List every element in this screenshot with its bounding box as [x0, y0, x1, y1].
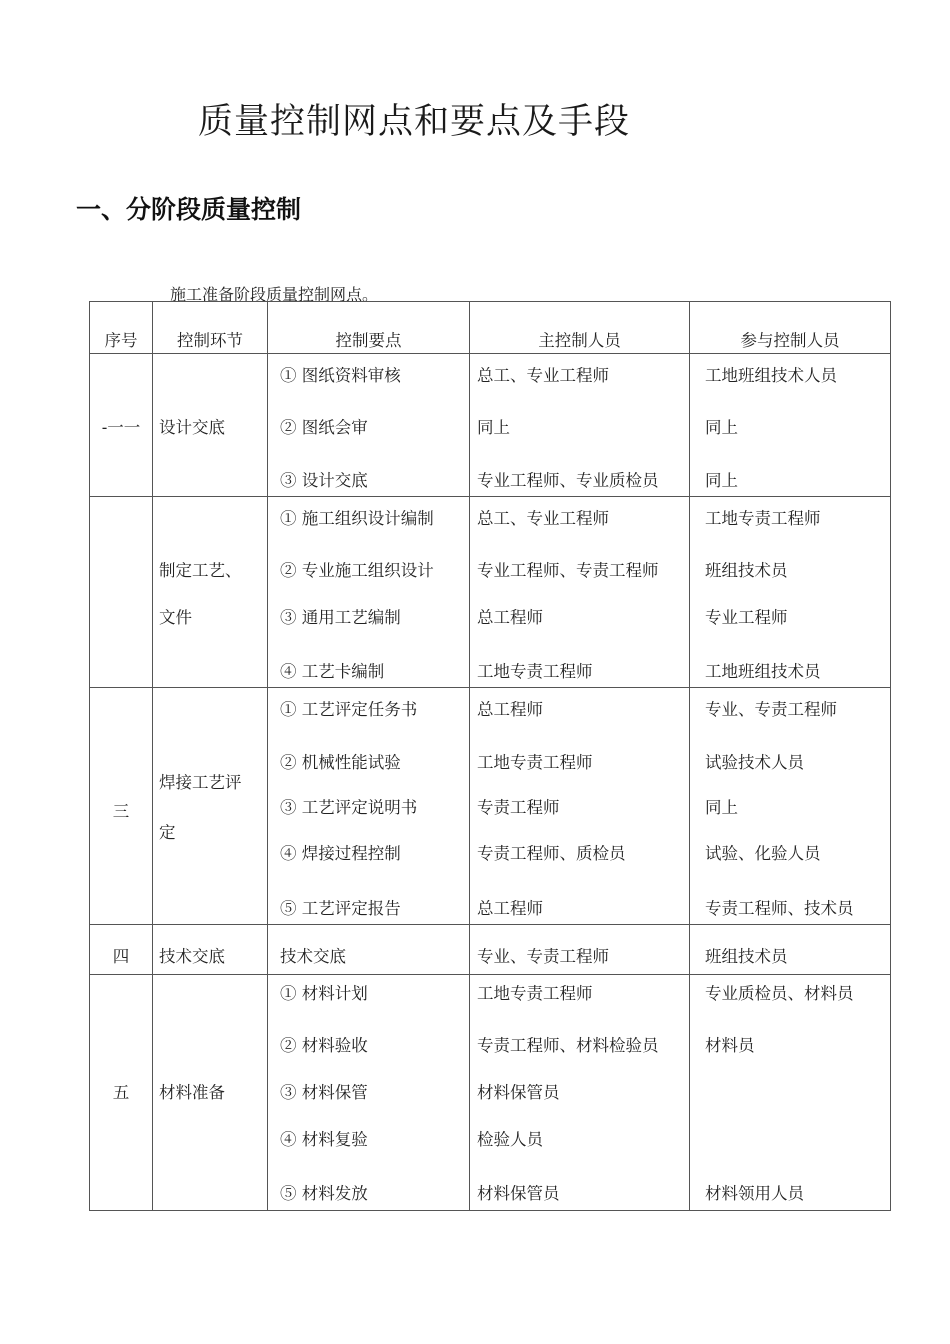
- table-row: [90, 975, 891, 1211]
- participant: 专业质检员、材料员: [705, 984, 854, 1003]
- table-header-row: [90, 302, 891, 354]
- participant: 专业、专责工程师: [705, 700, 837, 719]
- control-section-cell: [153, 925, 268, 975]
- quality-control-table: [89, 301, 891, 1211]
- main-personnel: 总工程师: [477, 700, 543, 719]
- participant: 工地班组技术员: [705, 662, 821, 681]
- control-point: ② 图纸会审: [280, 418, 368, 437]
- main-personnel: 工地专责工程师: [477, 662, 593, 681]
- control-point: ④ 材料复验: [280, 1130, 368, 1149]
- main-personnel: 专业工程师、专责工程师: [477, 561, 659, 580]
- participant: 同上: [705, 471, 738, 490]
- main-personnel-cell: [470, 975, 690, 1211]
- row-index-cell: [90, 354, 153, 497]
- participant: 工地专责工程师: [705, 509, 821, 528]
- control-point: ③ 设计交底: [280, 471, 368, 490]
- main-personnel: 总工、专业工程师: [477, 366, 609, 385]
- control-point: ① 施工组织设计编制: [280, 509, 434, 528]
- main-personnel: 工地专责工程师: [477, 984, 593, 1003]
- main-personnel: 材料保管员: [477, 1083, 560, 1102]
- participant: 材料员: [705, 1036, 755, 1055]
- control-section-cell: [153, 497, 268, 688]
- row-index: 五: [112, 1083, 130, 1102]
- control-point: ③ 通用工艺编制: [280, 608, 401, 627]
- page-title: 质量控制网点和要点及手段: [198, 102, 631, 142]
- section-heading: 一、分阶段质量控制: [76, 195, 302, 224]
- participant: 同上: [705, 798, 738, 817]
- main-personnel: 专责工程师: [477, 798, 560, 817]
- participant: 同上: [705, 418, 738, 437]
- header-main: 主控制人员: [470, 302, 690, 354]
- main-personnel: 材料保管员: [477, 1184, 560, 1203]
- control-points-cell: [268, 354, 470, 497]
- control-section-text: 设计交底: [159, 418, 225, 437]
- table-row: [90, 497, 891, 688]
- main-personnel: 专业、专责工程师: [477, 947, 609, 966]
- control-point: ① 图纸资料审核: [280, 366, 401, 385]
- control-section-cell: [153, 688, 268, 925]
- control-section-text: 定: [159, 823, 176, 842]
- row-index-cell: [90, 975, 153, 1211]
- control-section-text: 制定工艺、: [159, 561, 242, 580]
- control-points-cell: [268, 497, 470, 688]
- control-points-cell: [268, 925, 470, 975]
- table-row: [90, 688, 891, 925]
- participant: 专业工程师: [705, 608, 788, 627]
- main-personnel: 同上: [477, 418, 510, 437]
- participants-cell: [690, 354, 891, 497]
- row-index: -一一: [101, 418, 141, 437]
- participants-cell: [690, 688, 891, 925]
- header-participants: 参与控制人员: [690, 302, 891, 354]
- participant: 班组技术员: [705, 561, 788, 580]
- control-section-cell: [153, 975, 268, 1211]
- participant: 试验技术人员: [705, 753, 804, 772]
- main-personnel: 专责工程师、材料检验员: [477, 1036, 659, 1055]
- control-point: ③ 工艺评定说明书: [280, 798, 418, 817]
- row-index: 三: [112, 802, 130, 821]
- table-caption: 施工准备阶段质量控制网点。: [170, 285, 379, 304]
- main-personnel: 专责工程师、质检员: [477, 844, 626, 863]
- header-section: 控制环节: [153, 302, 268, 354]
- control-section-cell: [153, 354, 268, 497]
- participants-cell: [690, 975, 891, 1211]
- control-point: ② 专业施工组织设计: [280, 561, 434, 580]
- control-point: 技术交底: [280, 947, 346, 966]
- control-section-text: 技术交底: [159, 947, 225, 966]
- row-index: 四: [112, 947, 130, 966]
- participant: 工地班组技术人员: [705, 366, 837, 385]
- participant: 试验、化验人员: [705, 844, 821, 863]
- control-point: ⑤ 材料发放: [280, 1184, 368, 1203]
- main-personnel: 总工、专业工程师: [477, 509, 609, 528]
- row-index-cell: [90, 497, 153, 688]
- table-row: [90, 354, 891, 497]
- main-personnel: 工地专责工程师: [477, 753, 593, 772]
- control-point: ③ 材料保管: [280, 1083, 368, 1102]
- control-section-text: 材料准备: [159, 1083, 225, 1102]
- row-index-cell: [90, 925, 153, 975]
- main-personnel-cell: [470, 688, 690, 925]
- main-personnel: 检验人员: [477, 1130, 543, 1149]
- participant: 材料领用人员: [705, 1184, 804, 1203]
- control-points-cell: [268, 975, 470, 1211]
- header-index: 序号: [90, 302, 153, 354]
- control-points-cell: [268, 688, 470, 925]
- table-row: [90, 925, 891, 975]
- control-section-text: 文件: [159, 608, 192, 627]
- main-personnel-cell: [470, 925, 690, 975]
- participants-cell: [690, 497, 891, 688]
- control-point: ④ 焊接过程控制: [280, 844, 401, 863]
- row-index-cell: [90, 688, 153, 925]
- main-personnel-cell: [470, 354, 690, 497]
- main-personnel: 总工程师: [477, 899, 543, 918]
- control-section-text: 焊接工艺评: [159, 773, 242, 792]
- control-point: ⑤ 工艺评定报告: [280, 899, 401, 918]
- participants-cell: [690, 925, 891, 975]
- main-personnel: 总工程师: [477, 608, 543, 627]
- header-points: 控制要点: [268, 302, 470, 354]
- control-point: ② 机械性能试验: [280, 753, 401, 772]
- main-personnel: 专业工程师、专业质检员: [477, 471, 659, 490]
- participant: 专责工程师、技术员: [705, 899, 854, 918]
- control-point: ④ 工艺卡编制: [280, 662, 385, 681]
- control-point: ② 材料验收: [280, 1036, 368, 1055]
- participant: 班组技术员: [705, 947, 788, 966]
- main-personnel-cell: [470, 497, 690, 688]
- control-point: ① 材料计划: [280, 984, 368, 1003]
- control-point: ① 工艺评定任务书: [280, 700, 418, 719]
